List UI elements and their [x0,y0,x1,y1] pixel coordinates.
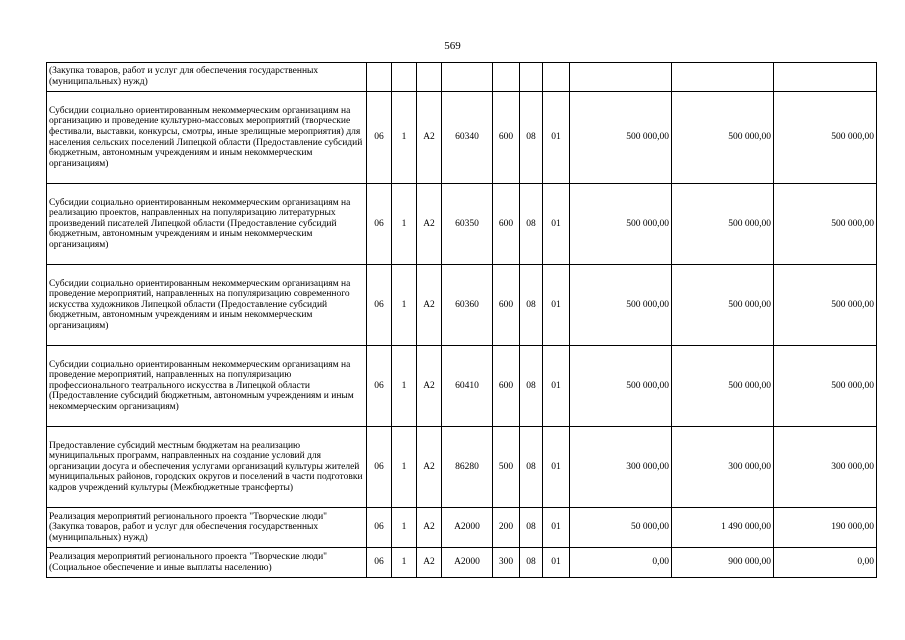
amount-year-1: 500 000,00 [570,184,672,265]
amount-year-1: 50 000,00 [570,508,672,548]
project-code [417,63,442,92]
subprogram-code: 1 [392,346,417,427]
amount-year-1: 500 000,00 [570,92,672,184]
subprogram-code: 1 [392,184,417,265]
row-description: (Закупка товаров, работ и услуг для обеспечения государственных (муниципальных) нужд) [47,63,367,92]
project-code: A2 [417,346,442,427]
expense-kind-code: 200 [493,508,520,548]
table-row [47,508,877,548]
row-description: Реализация мероприятий регионального проекта "Творческие люди" (Социальное обеспечение и иные выплаты населению) [47,548,367,578]
subsection-code [543,63,570,92]
program-code: 06 [367,265,392,346]
direction-code: A2000 [442,548,493,578]
section-code: 08 [520,508,543,548]
subprogram-code: 1 [392,427,417,508]
section-code: 08 [520,346,543,427]
subsection-code: 01 [543,184,570,265]
expense-kind-code: 500 [493,427,520,508]
direction-code: 60410 [442,346,493,427]
subsection-code: 01 [543,92,570,184]
amount-year-2: 500 000,00 [672,92,774,184]
project-code: A2 [417,184,442,265]
expense-kind-code: 600 [493,92,520,184]
direction-code: 60350 [442,184,493,265]
subsection-code: 01 [543,548,570,578]
amount-year-2: 500 000,00 [672,265,774,346]
program-code: 06 [367,346,392,427]
direction-code: 86280 [442,427,493,508]
amount-year-3: 300 000,00 [774,427,877,508]
amount-year-2: 900 000,00 [672,548,774,578]
section-code: 08 [520,92,543,184]
subsection-code: 01 [543,508,570,548]
section-code: 08 [520,265,543,346]
amount-year-1: 300 000,00 [570,427,672,508]
section-code: 08 [520,427,543,508]
direction-code: 60360 [442,265,493,346]
amount-year-2: 1 490 000,00 [672,508,774,548]
amount-year-3: 190 000,00 [774,508,877,548]
expense-kind-code [493,63,520,92]
expense-kind-code: 600 [493,265,520,346]
amount-year-1: 0,00 [570,548,672,578]
program-code: 06 [367,184,392,265]
amount-year-3: 500 000,00 [774,92,877,184]
page-number: 569 [444,40,461,52]
expense-kind-code: 600 [493,346,520,427]
program-code [367,63,392,92]
amount-year-1: 500 000,00 [570,346,672,427]
expense-kind-code: 300 [493,548,520,578]
program-code: 06 [367,508,392,548]
amount-year-2 [672,63,774,92]
subprogram-code: 1 [392,92,417,184]
table-row [47,92,877,184]
subprogram-code: 1 [392,548,417,578]
project-code: A2 [417,92,442,184]
budget-table-body [47,63,877,578]
project-code: A2 [417,508,442,548]
program-code: 06 [367,548,392,578]
subsection-code: 01 [543,427,570,508]
direction-code [442,63,493,92]
amount-year-3 [774,63,877,92]
table-row [47,184,877,265]
direction-code: 60340 [442,92,493,184]
amount-year-1 [570,63,672,92]
project-code: A2 [417,548,442,578]
section-code: 08 [520,548,543,578]
table-row [47,427,877,508]
subprogram-code [392,63,417,92]
row-description: Реализация мероприятий регионального проекта "Творческие люди" (Закупка товаров, работ и услуг для обеспечения государственных (муниципальных) нужд) [47,508,367,548]
row-description: Субсидии социально ориентированным некоммерческим организациям на проведение мероприятий, направленных на популяризацию современного искусства художников Липецкой области (Предоставление субсидий бюджетным, автономным учреждениям и иным некоммерческим организациям) [47,265,367,346]
amount-year-3: 500 000,00 [774,184,877,265]
row-description: Субсидии социально ориентированным некоммерческим организациям на организацию и проведение культурно-массовых мероприятий (творческие фестивали, выставки, конкурсы, смотры, иные зрелищные мероприятия) для населения сельских поселений Липецкой области (Предоставление субсидий бюджетным, автономным учреждениям и иным некоммерческим организациям) [47,92,367,184]
subprogram-code: 1 [392,265,417,346]
subsection-code: 01 [543,265,570,346]
section-code [520,63,543,92]
budget-table [46,62,877,578]
amount-year-1: 500 000,00 [570,265,672,346]
amount-year-2: 300 000,00 [672,427,774,508]
row-description: Субсидии социально ориентированным некоммерческим организациям на реализацию проектов, направленных на популяризацию литературных произведений писателей Липецкой области (Предоставление субсидий бюджетным, автономным учреждениям и иным некоммерческим организациям) [47,184,367,265]
subsection-code: 01 [543,346,570,427]
table-row [47,265,877,346]
program-code: 06 [367,427,392,508]
row-description: Предоставление субсидий местным бюджетам на реализацию муниципальных программ, направленных на создание условий для организации досуга и обеспечения услугами организаций культуры жителей муниципальных районов, городских округов и поселений в части подготовки кадров учреждений культуры (Межбюджетные трансферты) [47,427,367,508]
project-code: A2 [417,265,442,346]
amount-year-2: 500 000,00 [672,184,774,265]
table-row [47,63,877,92]
section-code: 08 [520,184,543,265]
direction-code: A2000 [442,508,493,548]
table-row [47,346,877,427]
program-code: 06 [367,92,392,184]
table-row [47,548,877,578]
subprogram-code: 1 [392,508,417,548]
amount-year-3: 500 000,00 [774,346,877,427]
project-code: A2 [417,427,442,508]
row-description: Субсидии социально ориентированным некоммерческим организациям на проведение мероприятий, направленных на популяризацию профессионального театрального искусства в Липецкой области (Предоставление субсидий бюджетным, автономным учреждениям и иным некоммерческим организациям) [47,346,367,427]
amount-year-3: 500 000,00 [774,265,877,346]
expense-kind-code: 600 [493,184,520,265]
amount-year-3: 0,00 [774,548,877,578]
amount-year-2: 500 000,00 [672,346,774,427]
